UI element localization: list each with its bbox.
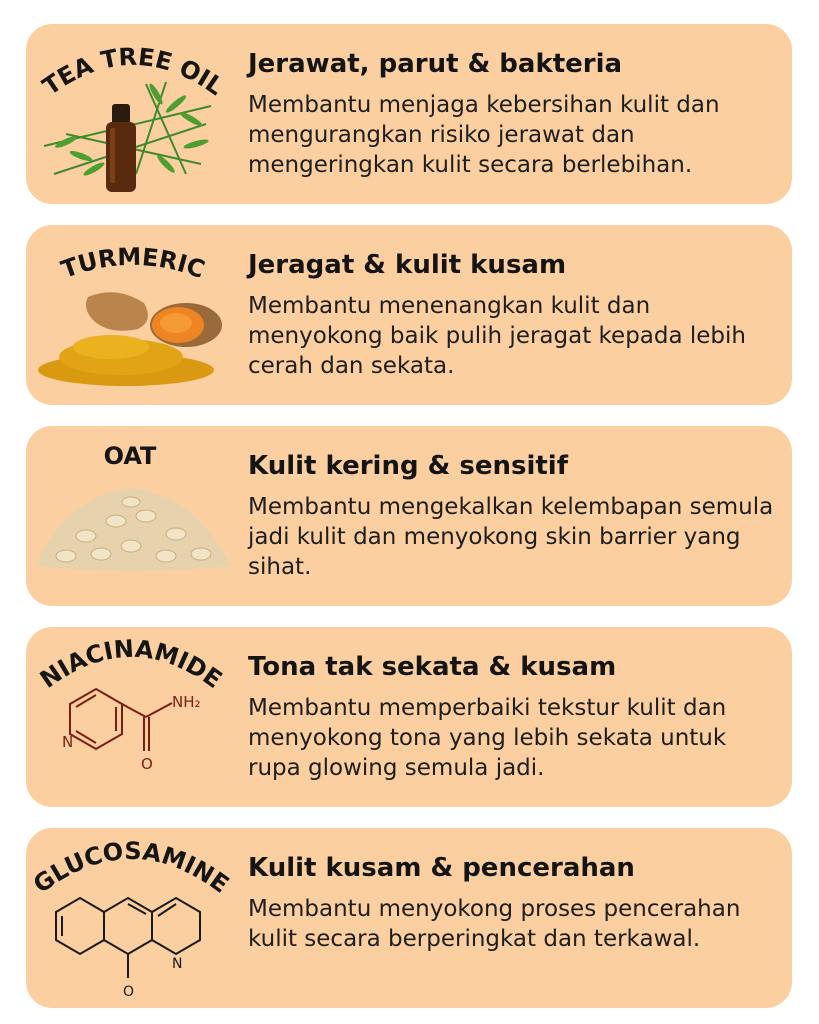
benefit-title: Jerawat, parut & bakteria bbox=[248, 49, 623, 79]
ingredient-name: TEA TREE OIL bbox=[37, 42, 229, 101]
ingredient-name: TURMERIC bbox=[57, 242, 209, 284]
structure-label-oxygen: O bbox=[141, 755, 153, 773]
structure-label-amine: NH₂ bbox=[172, 693, 201, 711]
benefit-title: Kulit kusam & pencerahan bbox=[248, 853, 635, 883]
benefit-title: Jeragat & kulit kusam bbox=[248, 250, 567, 280]
oil-bottle-icon bbox=[106, 104, 136, 192]
ingredient-name: OAT bbox=[103, 442, 157, 470]
glucosamine-illustration bbox=[26, 828, 241, 1008]
benefit-description: Membantu mengekalkan kelembapan semula jadi kulit dan menyokong skin barrier yang sihat. bbox=[248, 494, 774, 580]
ingredient-card-glucosamine bbox=[26, 828, 792, 1008]
turmeric-illustration bbox=[26, 225, 241, 405]
ingredient-card-niacinamide bbox=[26, 627, 792, 807]
structure-label-oxygen: O bbox=[123, 984, 135, 1000]
benefit-description: Membantu menjaga kebersihan kulit dan mengurangkan risiko jerawat dan mengeringkan kulit secara berlebihan. bbox=[248, 92, 720, 178]
ingredient-name: NIACINAMIDE bbox=[34, 634, 228, 694]
benefit-title: Tona tak sekata & kusam bbox=[248, 652, 617, 682]
structure-label-n: N bbox=[62, 733, 74, 751]
ingredient-name: GLUCOSAMINE bbox=[28, 836, 235, 899]
benefit-description: Membantu menenangkan kulit dan menyokong baik pulih jeragat kepada lebih cerah dan sekata. bbox=[248, 293, 747, 379]
ingredient-card-tea-tree-oil bbox=[26, 24, 792, 204]
structure-label-n: N bbox=[172, 956, 183, 972]
oat-illustration bbox=[26, 426, 241, 606]
oat-flakes-icon bbox=[36, 488, 231, 571]
tea-tree-oil-illustration bbox=[26, 24, 241, 204]
niacinamide-illustration bbox=[26, 627, 241, 807]
niacinamide-structure-icon bbox=[70, 689, 172, 751]
benefit-description: Membantu memperbaiki tekstur kulit dan menyokong tona yang lebih sekata untuk rupa glowing semula jadi. bbox=[248, 695, 727, 781]
ingredient-card-oat bbox=[26, 426, 792, 606]
benefit-title: Kulit kering & sensitif bbox=[248, 451, 569, 481]
benefit-description: Membantu menyokong proses pencerahan kulit secara berperingkat dan terkawal. bbox=[248, 896, 741, 952]
ingredient-card-turmeric bbox=[26, 225, 792, 405]
